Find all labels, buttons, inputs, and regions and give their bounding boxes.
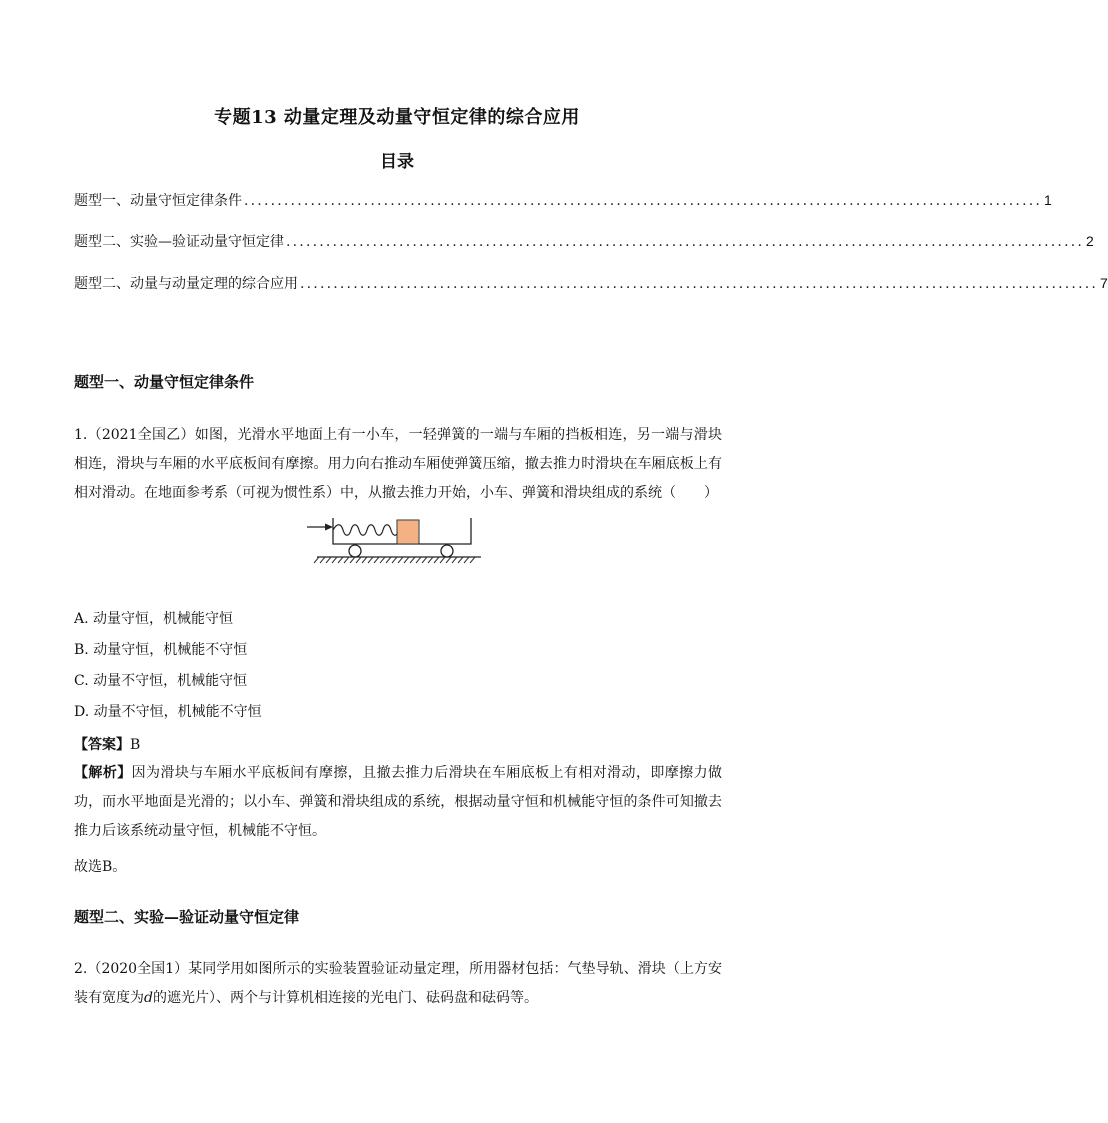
toc-entry-page: 7 <box>1100 275 1108 291</box>
hatch-line <box>416 557 421 563</box>
variable-d: d <box>144 990 153 1006</box>
answer-label: 【答案】 <box>74 737 130 753</box>
hatch-line <box>362 557 367 563</box>
cart-wheel-right <box>441 545 453 557</box>
analysis-body: 因为滑块与车厢水平底板间有摩擦，且撤去推力后滑块在车厢底板上有相对滑动，即摩擦力做功，而水平地面是光滑的；以小车、弹簧和滑块组成的系统，根据动量守恒和机械能守恒的条件可知撤去推力后该系统动量守恒，机械能不守恒。 <box>74 765 723 839</box>
section-heading: 题型一、动量守恒定律条件 <box>74 373 255 391</box>
toc-leader-dots: ........................................................................................................................ <box>300 276 1099 292</box>
hatch-line <box>434 557 439 563</box>
push-arrow-head <box>325 524 333 531</box>
slider-block-fill <box>398 521 419 544</box>
hatch-line <box>314 557 319 563</box>
toc-entry[interactable] <box>74 190 1052 210</box>
hatch-line <box>350 557 355 563</box>
toc-leader-dots: ........................................................................................................................ <box>244 193 1043 209</box>
analysis-text <box>74 759 722 846</box>
document-title: 专题13 动量定理及动量守恒定律的综合应用 <box>214 107 580 128</box>
option-b: B. 动量守恒，机械能不守恒 <box>74 642 248 658</box>
hatch-line <box>440 557 445 563</box>
toc-entry[interactable] <box>74 231 1094 251</box>
hatch-line <box>344 557 349 563</box>
hatch-line <box>320 557 325 563</box>
question-text-part2: 的遮光片）、两个与计算机相连接的光电门、砝码盘和砝码等。 <box>152 990 538 1006</box>
hatch-line <box>458 557 463 563</box>
toc-title: 目录 <box>380 152 414 172</box>
section-heading: 题型二、实验—验证动量守恒定律 <box>74 908 300 926</box>
ground-hatching <box>314 557 475 563</box>
toc-entry-label: 题型二、动量与动量定理的综合应用 <box>74 276 298 292</box>
conclusion-text: 故选B。 <box>74 859 127 875</box>
toc-entry-page: 2 <box>1086 233 1094 249</box>
hatch-line <box>380 557 385 563</box>
hatch-line <box>386 557 391 563</box>
cart-spring-block-figure <box>305 513 483 567</box>
hatch-line <box>470 557 475 563</box>
hatch-line <box>422 557 427 563</box>
question-text: 1.（2021全国乙）如图，光滑水平地面上有一小车，一轻弹簧的一端与车厢的挡板相连，另一端与滑块相连，滑块与车厢的水平底板间有摩擦。用力向右推动车厢使弹簧压缩，撤去推力时滑块在车厢底板上有相对滑动。在地面参考系（可视为惯性系）中，从撤去推力开始，小车、弹簧和滑块组成的系统（ ） <box>74 427 722 501</box>
spring-coil <box>333 525 407 536</box>
hatch-line <box>326 557 331 563</box>
question-text-part1: 2.（2020全国1）某同学用如图所示的实验装置验证动量定理，所用器材包括：气垫导轨、滑块（上方安装有宽度为 <box>74 961 722 1006</box>
hatch-line <box>398 557 403 563</box>
cart-wheel-left <box>349 545 361 557</box>
question-text <box>74 955 722 1013</box>
hatch-line <box>356 557 361 563</box>
toc-leader-dots: ........................................................................................................................ <box>286 234 1085 250</box>
hatch-line <box>338 557 343 563</box>
hatch-line <box>464 557 469 563</box>
hatch-line <box>410 557 415 563</box>
hatch-line <box>404 557 409 563</box>
toc-entry-label: 题型一、动量守恒定律条件 <box>74 193 242 209</box>
hatch-line <box>332 557 337 563</box>
hatch-line <box>428 557 433 563</box>
option-d: D. 动量不守恒，机械能不守恒 <box>74 704 262 720</box>
option-a: A. 动量守恒，机械能守恒 <box>74 611 234 627</box>
toc-entry-page: 1 <box>1044 192 1052 208</box>
option-c: C. 动量不守恒，机械能守恒 <box>74 673 248 689</box>
hatch-line <box>368 557 373 563</box>
analysis-label: 【解析】 <box>74 765 132 781</box>
answer-value: B <box>130 737 141 753</box>
toc-entry[interactable] <box>74 273 1108 293</box>
hatch-line <box>452 557 457 563</box>
toc-entry-label: 题型二、实验—验证动量守恒定律 <box>74 234 284 250</box>
hatch-line <box>374 557 379 563</box>
answer-line <box>74 734 140 754</box>
hatch-line <box>392 557 397 563</box>
hatch-line <box>446 557 451 563</box>
